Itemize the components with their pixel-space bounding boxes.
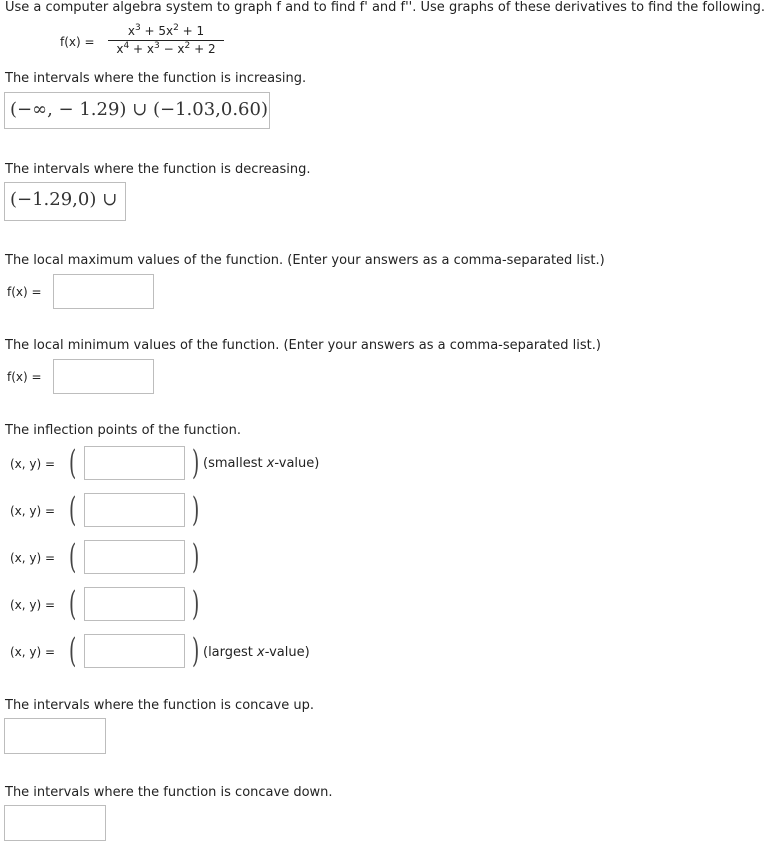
inflection-point-input[interactable] xyxy=(84,634,185,668)
inflection-label: (x, y) = xyxy=(10,551,56,565)
largest-x-hint: (largest x-value) xyxy=(203,645,310,660)
inflection-label: (x, y) = xyxy=(10,504,56,518)
function-denominator: $x^4 + x^3 - x^2 + 2$ xyxy=(116,41,216,56)
inflection-point-input[interactable] xyxy=(84,587,185,621)
concave-up-prompt: The intervals where the function is concave up. xyxy=(5,698,314,713)
decreasing-prompt: The intervals where the function is decreasing. xyxy=(5,162,311,177)
instructions-text: Use a computer algebra system to graph f and to find f' and f''. Use graphs of these derivatives to find the following. xyxy=(5,0,766,15)
local-max-label: f(x) = xyxy=(7,285,42,299)
function-label: f(x) = xyxy=(60,35,95,49)
inflection-point-input[interactable] xyxy=(84,540,185,574)
function-numerator: $x^3 + 5x^2 + 1$ xyxy=(127,23,205,38)
open-paren: ( xyxy=(69,537,77,577)
close-paren: ) xyxy=(192,537,200,577)
close-paren: ) xyxy=(192,490,200,530)
decreasing-answer-input[interactable]: (−1.29,0) ∪ xyxy=(4,182,126,221)
increasing-prompt: The intervals where the function is increasing. xyxy=(5,71,307,86)
local-min-input[interactable] xyxy=(53,359,154,394)
inflection-point-input[interactable] xyxy=(84,446,185,480)
inflection-label: (x, y) = xyxy=(10,457,56,471)
open-paren: ( xyxy=(69,443,77,483)
concave-up-input[interactable] xyxy=(4,718,106,754)
local-min-label: f(x) = xyxy=(7,370,42,384)
function-fraction xyxy=(108,24,224,57)
concave-down-prompt: The intervals where the function is concave down. xyxy=(5,785,333,800)
inflection-point-input[interactable] xyxy=(84,493,185,527)
close-paren: ) xyxy=(192,631,200,671)
inflection-prompt: The inflection points of the function. xyxy=(5,423,241,438)
local-max-input[interactable] xyxy=(53,274,154,309)
open-paren: ( xyxy=(69,584,77,624)
local-min-prompt: The local minimum values of the function. (Enter your answers as a comma-separated list.) xyxy=(5,338,601,353)
local-max-prompt: The local maximum values of the function. (Enter your answers as a comma-separated list.) xyxy=(5,253,605,268)
concave-down-input[interactable] xyxy=(4,805,106,841)
smallest-x-hint: (smallest x-value) xyxy=(203,456,320,471)
open-paren: ( xyxy=(69,631,77,671)
increasing-answer-input[interactable]: (−∞, − 1.29) ∪ (−1.03,0.60) xyxy=(4,92,270,129)
inflection-label: (x, y) = xyxy=(10,645,56,659)
close-paren: ) xyxy=(192,443,200,483)
open-paren: ( xyxy=(69,490,77,530)
close-paren: ) xyxy=(192,584,200,624)
inflection-label: (x, y) = xyxy=(10,598,56,612)
